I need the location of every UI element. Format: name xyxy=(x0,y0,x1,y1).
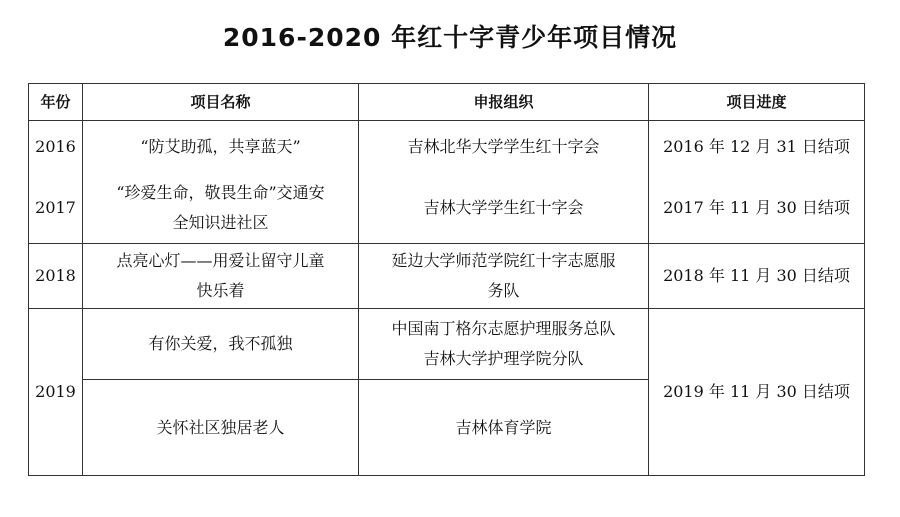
header-progress: 项目进度 xyxy=(649,84,865,121)
table-header-row xyxy=(29,84,865,121)
table-row xyxy=(29,121,865,174)
organization-line: 延边大学师范学院红十字志愿服 xyxy=(391,251,616,270)
year-cell: 2018 xyxy=(29,244,83,309)
year-cell: 2017 xyxy=(29,173,83,244)
project-name-line: 快乐着 xyxy=(196,281,245,300)
project-name-cell: 关怀社区独居老人 xyxy=(83,380,359,476)
organization-line: 务队 xyxy=(487,281,520,300)
project-name-cell: “防艾助孤，共享蓝天” xyxy=(83,121,359,174)
project-name-cell: 有你关爱，我不孤独 xyxy=(83,309,359,380)
project-name-line: “珍爱生命，敬畏生命”交通安 xyxy=(116,183,325,202)
organization-cell: 吉林大学学生红十字会 xyxy=(359,173,649,244)
organization-cell: 吉林体育学院 xyxy=(359,380,649,476)
page-title: 2016-2020 年红十字青少年项目情况 xyxy=(222,23,678,52)
header-project-name: 项目名称 xyxy=(83,84,359,121)
project-name-cell xyxy=(83,173,359,244)
organization-cell: 吉林北华大学学生红十字会 xyxy=(359,121,649,174)
progress-cell: 2018 年 11 月 30 日结项 xyxy=(649,244,865,309)
organization-line: 中国南丁格尔志愿护理服务总队 xyxy=(391,319,616,338)
progress-cell: 2019 年 11 月 30 日结项 xyxy=(649,309,865,476)
organization-cell xyxy=(359,309,649,380)
projects-table xyxy=(28,83,865,476)
project-name-cell xyxy=(83,244,359,309)
header-organization: 申报组织 xyxy=(359,84,649,121)
progress-cell: 2016 年 12 月 31 日结项 xyxy=(649,121,865,174)
table-row xyxy=(29,309,865,380)
year-cell: 2016 xyxy=(29,121,83,174)
year-cell: 2019 xyxy=(29,309,83,476)
project-name-line: 点亮心灯——用爱让留守儿童 xyxy=(116,251,325,270)
progress-cell: 2017 年 11 月 30 日结项 xyxy=(649,173,865,244)
table-row xyxy=(29,173,865,244)
header-year: 年份 xyxy=(29,84,83,121)
table-row xyxy=(29,244,865,309)
organization-line: 吉林大学护理学院分队 xyxy=(423,349,584,368)
project-name-line: 全知识进社区 xyxy=(172,213,269,232)
organization-cell xyxy=(359,244,649,309)
